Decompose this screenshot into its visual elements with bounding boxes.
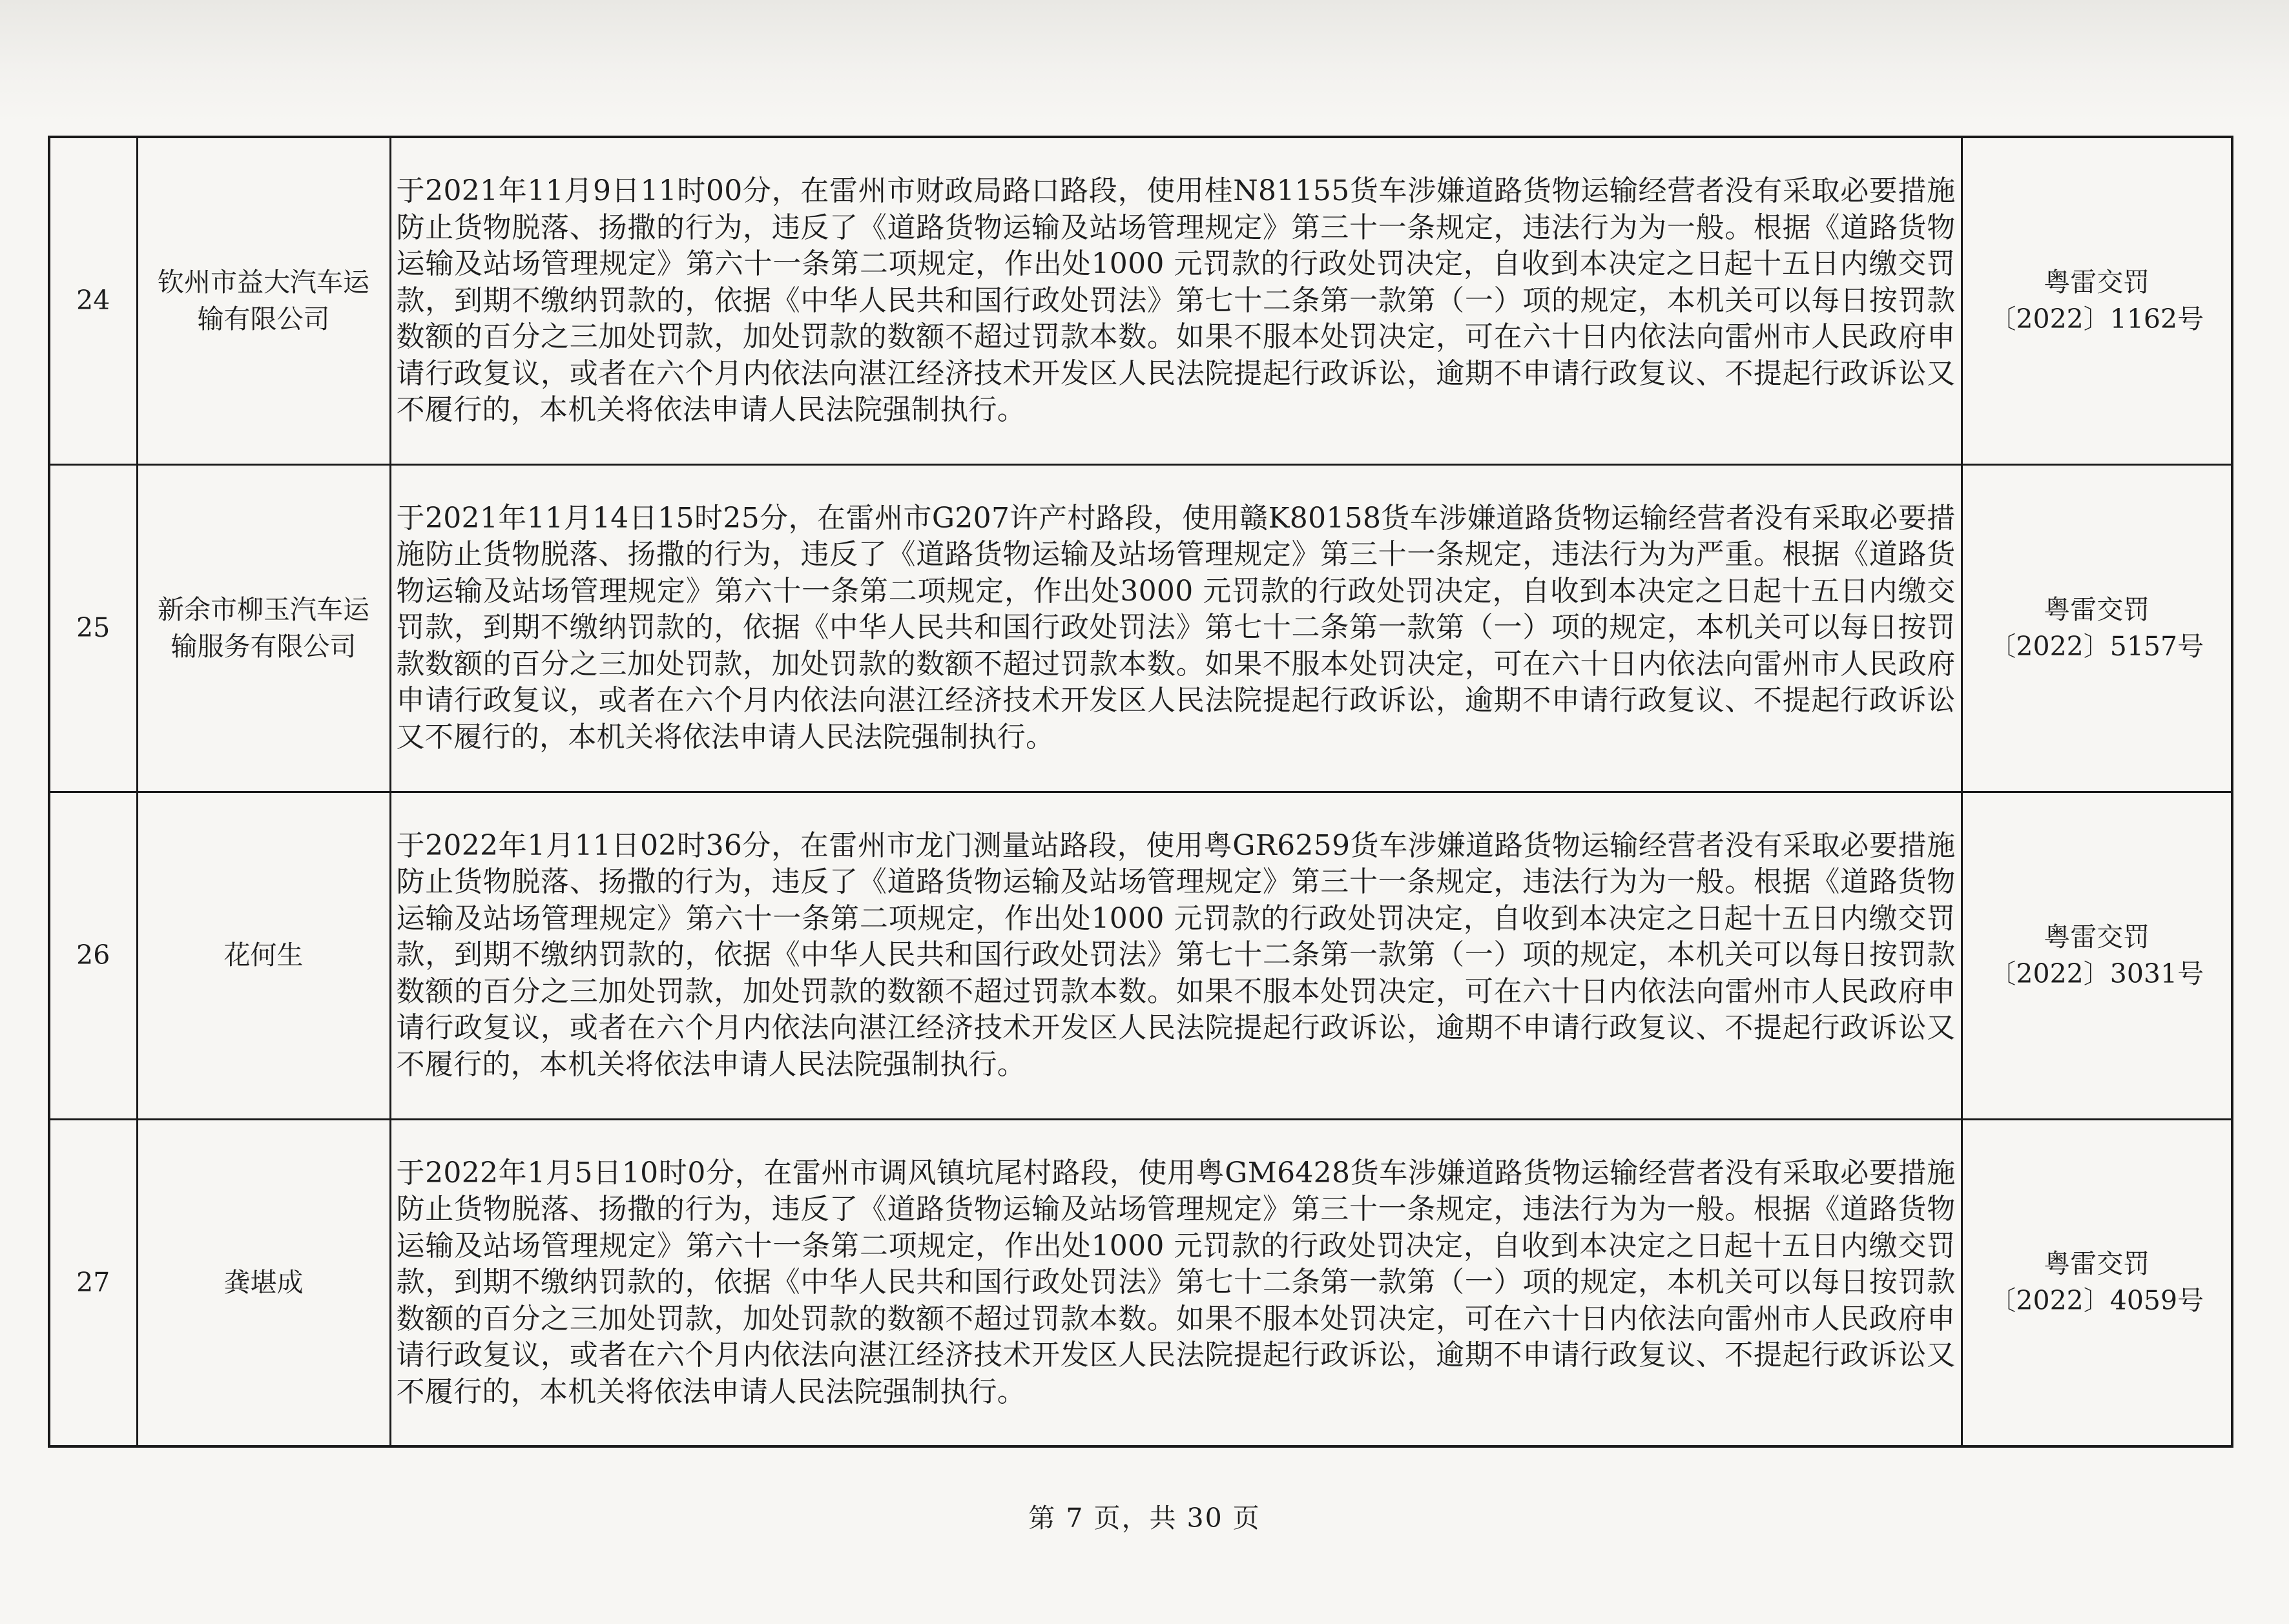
table-row [49, 464, 2232, 792]
document-number-code: 〔2022〕5157号 [1989, 630, 2204, 662]
row-number: 25 [49, 464, 137, 792]
document-number-prefix: 粤雷交罚 [2044, 266, 2150, 298]
party-name: 龚堪成 [137, 1119, 390, 1446]
row-number: 27 [49, 1119, 137, 1446]
penalty-table-container [48, 136, 2231, 1448]
table-row [49, 1119, 2232, 1446]
row-number: 26 [49, 792, 137, 1119]
scan-shadow [0, 0, 2289, 123]
party-name: 钦州市益大汽车运输有限公司 [137, 137, 390, 464]
party-name: 新余市柳玉汽车运输服务有限公司 [137, 464, 390, 792]
document-number [1962, 1119, 2232, 1446]
page-footer: 第 7 页，共 30 页 [1028, 1503, 1261, 1534]
penalty-description: 于2022年1月11日02时36分，在雷州市龙门测量站路段，使用粤GR6259货车涉嫌道路货物运输经营者没有采取必要措施防止货物脱落、扬撒的行为，违反了《道路货物运输及站场管理规定》第三十一条规定，违法行为为一般。根据《道路货物运输及站场管理规定》第六十一条第二项规定，作出处1000 元罚款的行政处罚决定，自收到本决定之日起十五日内缴交罚款，到期不缴纳罚款的，依据《中华人民共和国行政处罚法》第七十二条第一款第（一）项的规定，本机关可以每日按罚款数额的百分之三加处罚款，加处罚款的数额不超过罚款本数。如果不服本处罚决定，可在六十日内依法向雷州市人民政府申请行政复议，或者在六个月内依法向湛江经济技术开发区人民法院提起行政诉讼，逾期不申请行政复议、不提起行政诉讼又不履行的，本机关将依法申请人民法院强制执行。 [390, 792, 1962, 1119]
document-number-prefix: 粤雷交罚 [2044, 593, 2150, 625]
document-number [1962, 137, 2232, 464]
document-number-prefix: 粤雷交罚 [2044, 1248, 2150, 1280]
penalty-description: 于2021年11月9日11时00分，在雷州市财政局路口路段，使用桂N81155货车涉嫌道路货物运输经营者没有采取必要措施防止货物脱落、扬撒的行为，违反了《道路货物运输及站场管理规定》第三十一条规定，违法行为为一般。根据《道路货物运输及站场管理规定》第六十一条第二项规定，作出处1000 元罚款的行政处罚决定，自收到本决定之日起十五日内缴交罚款，到期不缴纳罚款的，依据《中华人民共和国行政处罚法》第七十二条第一款第（一）项的规定，本机关可以每日按罚款数额的百分之三加处罚款，加处罚款的数额不超过罚款本数。如果不服本处罚决定，可在六十日内依法向雷州市人民政府申请行政复议，或者在六个月内依法向湛江经济技术开发区人民法院提起行政诉讼，逾期不申请行政复议、不提起行政诉讼又不履行的，本机关将依法申请人民法院强制执行。 [390, 137, 1962, 464]
document-number-prefix: 粤雷交罚 [2044, 921, 2150, 952]
document-number [1962, 464, 2232, 792]
document-number-code: 〔2022〕4059号 [1989, 1285, 2204, 1317]
document-number-code: 〔2022〕1162号 [1989, 303, 2204, 334]
table-row [49, 137, 2232, 464]
penalty-table [48, 136, 2233, 1448]
penalty-description: 于2022年1月5日10时0分，在雷州市调风镇坑尾村路段，使用粤GM6428货车涉嫌道路货物运输经营者没有采取必要措施防止货物脱落、扬撒的行为，违反了《道路货物运输及站场管理规定》第三十一条规定，违法行为为一般。根据《道路货物运输及站场管理规定》第六十一条第二项规定，作出处1000 元罚款的行政处罚决定，自收到本决定之日起十五日内缴交罚款，到期不缴纳罚款的，依据《中华人民共和国行政处罚法》第七十二条第一款第（一）项的规定，本机关可以每日按罚款数额的百分之三加处罚款，加处罚款的数额不超过罚款本数。如果不服本处罚决定，可在六十日内依法向雷州市人民政府申请行政复议，或者在六个月内依法向湛江经济技术开发区人民法院提起行政诉讼，逾期不申请行政复议、不提起行政诉讼又不履行的，本机关将依法申请人民法院强制执行。 [390, 1119, 1962, 1446]
penalty-description: 于2021年11月14日15时25分，在雷州市G207许产村路段，使用赣K80158货车涉嫌道路货物运输经营者没有采取必要措施防止货物脱落、扬撒的行为，违反了《道路货物运输及站场管理规定》第三十一条规定，违法行为为严重。根据《道路货物运输及站场管理规定》第六十一条第二项规定，作出处3000 元罚款的行政处罚决定，自收到本决定之日起十五日内缴交罚款，到期不缴纳罚款的，依据《中华人民共和国行政处罚法》第七十二条第一款第（一）项的规定，本机关可以每日按罚款数额的百分之三加处罚款，加处罚款的数额不超过罚款本数。如果不服本处罚决定，可在六十日内依法向雷州市人民政府申请行政复议，或者在六个月内依法向湛江经济技术开发区人民法院提起行政诉讼，逾期不申请行政复议、不提起行政诉讼又不履行的，本机关将依法申请人民法院强制执行。 [390, 464, 1962, 792]
document-number [1962, 792, 2232, 1119]
party-name: 花何生 [137, 792, 390, 1119]
row-number: 24 [49, 137, 137, 464]
document-number-code: 〔2022〕3031号 [1989, 958, 2204, 989]
table-row [49, 792, 2232, 1119]
